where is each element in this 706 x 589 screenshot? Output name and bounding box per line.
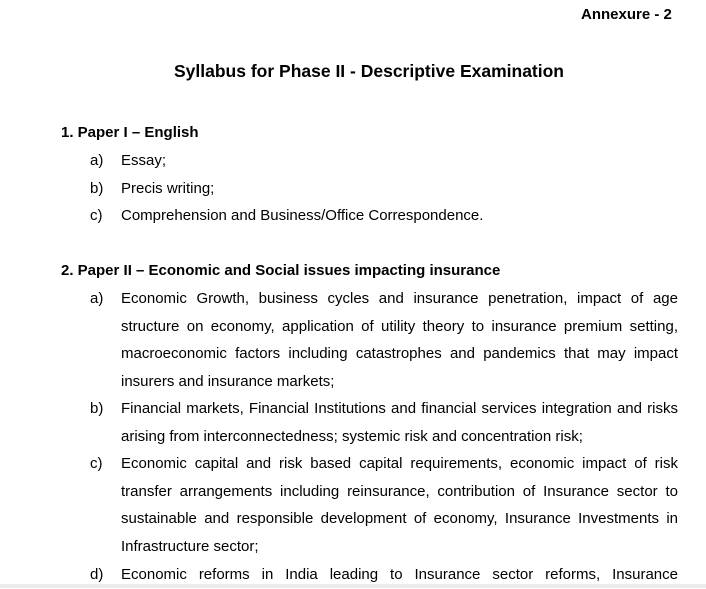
item-label: d) bbox=[90, 566, 104, 583]
list-item bbox=[90, 175, 678, 203]
item-text: Economic Growth, business cycles and insurance penetration, impact of age structure on economy, application of utility theory to insurance premium setting, macroeconomic factors including catastrophes and pandemics that may impact insurers and insurance markets; bbox=[121, 290, 678, 391]
item-text: Financial markets, Financial Institutions and financial services integration and risks arising from interconnectedness; systemic risk and concentration risk; bbox=[121, 400, 678, 445]
item-label: b) bbox=[90, 400, 104, 417]
item-label: a) bbox=[90, 290, 104, 307]
list-item bbox=[90, 285, 678, 396]
item-text: Comprehension and Business/Office Correspondence. bbox=[121, 207, 484, 224]
list-item bbox=[90, 202, 678, 230]
item-label: a) bbox=[90, 152, 104, 169]
item-text: Economic capital and risk based capital requirements, economic impact of risk transfer arrangements including reinsurance, contribution of Insurance sector to sustainable and responsible development of economy, Insurance Investments in Infrastructure sector; bbox=[121, 455, 678, 556]
list-item bbox=[90, 147, 678, 175]
section-heading-paper-1: 1. Paper I – English bbox=[61, 124, 199, 141]
page-bottom-strip bbox=[0, 584, 706, 588]
item-text: Essay; bbox=[121, 152, 167, 169]
page-title: Syllabus for Phase II - Descriptive Examination bbox=[174, 61, 564, 81]
annexure-label: Annexure - 2 bbox=[581, 6, 672, 23]
item-text: Precis writing; bbox=[121, 180, 215, 197]
item-label: c) bbox=[90, 455, 103, 472]
item-label: b) bbox=[90, 180, 104, 197]
item-label: c) bbox=[90, 207, 103, 224]
list-item bbox=[90, 450, 678, 561]
section-heading-paper-2: 2. Paper II – Economic and Social issues impacting insurance bbox=[61, 262, 501, 279]
item-text: Economic reforms in India leading to Insurance sector reforms, Insurance bbox=[121, 566, 678, 583]
list-item bbox=[90, 395, 678, 450]
